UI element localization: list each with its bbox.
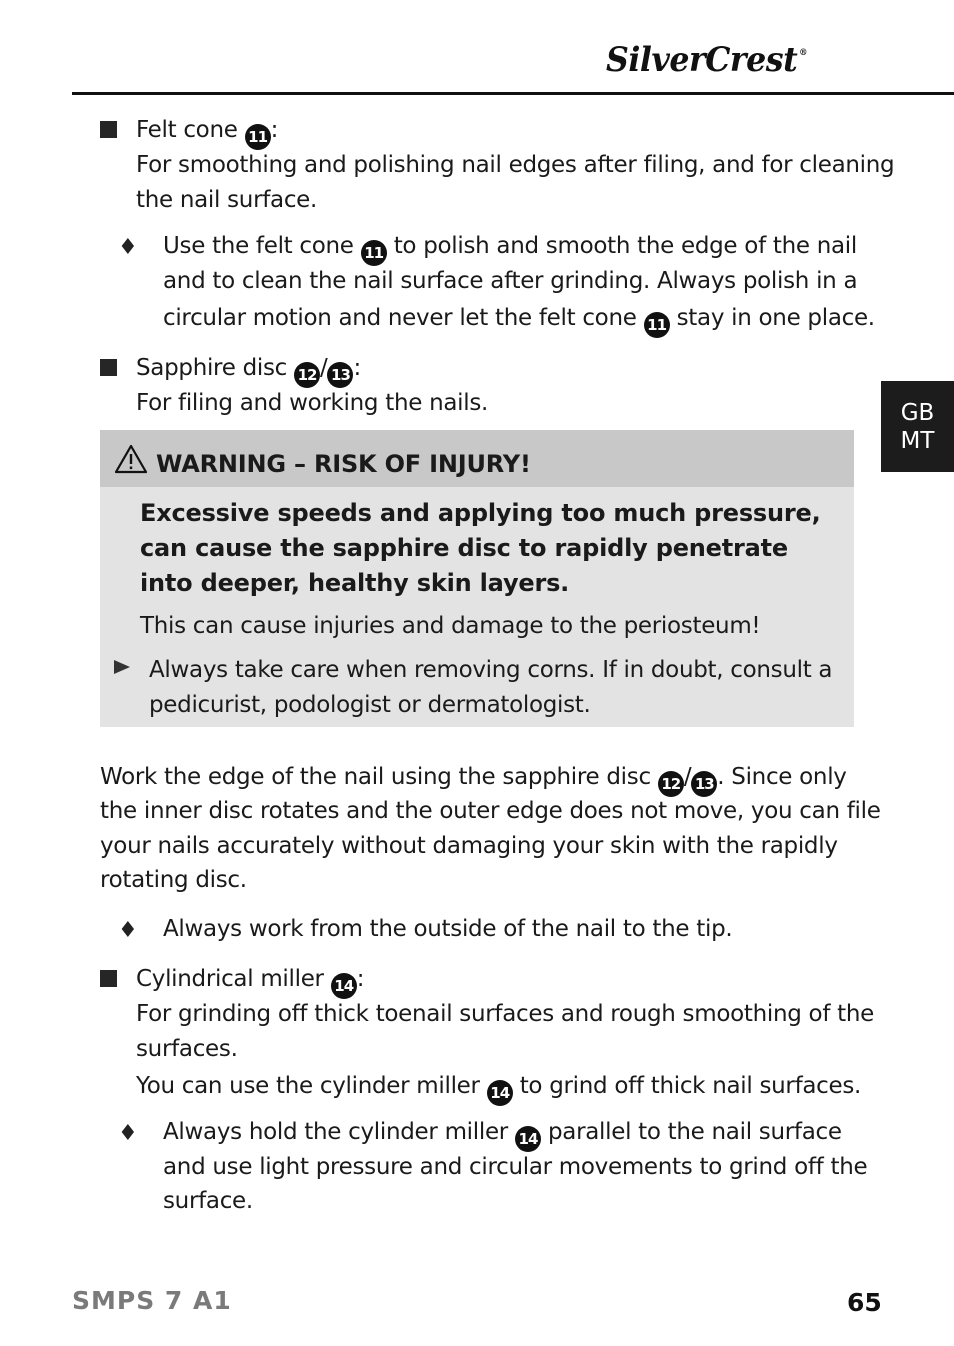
cylindrical-miller-tip-line: surface. <box>163 1188 253 1214</box>
body-paragraph-line: rotating disc. <box>100 867 247 893</box>
cylindrical-miller-use <box>136 1069 861 1106</box>
cylindrical-miller-heading <box>136 962 364 999</box>
language-tab <box>881 381 954 472</box>
square-bullet-icon <box>100 970 117 987</box>
square-bullet-icon <box>100 121 117 138</box>
text-run: circular motion and never let the felt cone <box>163 305 637 331</box>
header-rule <box>72 92 954 95</box>
warning-title: WARNING – RISK OF INJURY! <box>156 450 531 478</box>
text-run: You can use the cylinder miller <box>136 1073 480 1099</box>
warning-action-line: pedicurist, podologist or dermatologist. <box>149 692 591 718</box>
part-number-badge: 14 <box>487 1080 513 1106</box>
warning-statement-line: can cause the sapphire disc to rapidly penetrate <box>140 534 789 562</box>
sapphire-disc-label: Sapphire disc <box>136 355 287 381</box>
arrow-bullet-icon <box>114 660 130 674</box>
part-number-badge: 14 <box>331 973 357 999</box>
part-number-badge: 12 <box>658 771 684 797</box>
cylindrical-miller-tip-line: and use light pressure and circular movements to grind off the <box>163 1154 868 1180</box>
registered-mark: ® <box>799 48 808 58</box>
text-run: Always hold the cylinder miller <box>163 1119 508 1145</box>
warning-action-line: Always take care when removing corns. If in doubt, consult a <box>149 657 833 683</box>
brand-logo <box>606 40 807 80</box>
warning-statement <box>140 496 840 601</box>
sapphire-disc-heading <box>136 351 361 388</box>
warning-statement-line: Excessive speeds and applying too much pressure, <box>140 499 821 527</box>
felt-cone-heading <box>136 113 278 150</box>
diamond-bullet-icon: ♦ <box>118 1121 138 1146</box>
colon: : <box>270 117 279 143</box>
text-run: . Since only <box>717 764 847 790</box>
felt-cone-desc-line: For smoothing and polishing nail edges after filing, and for cleaning <box>136 152 895 178</box>
part-number-badge: 14 <box>515 1126 541 1152</box>
page-number: 65 <box>847 1288 882 1317</box>
warning-note: This can cause injuries and damage to the periosteum! <box>140 613 761 639</box>
colon: : <box>356 966 365 992</box>
part-number-badge: 13 <box>327 362 353 388</box>
part-number-badge: 11 <box>361 240 387 266</box>
diamond-bullet-icon: ♦ <box>118 235 138 260</box>
felt-cone-label: Felt cone <box>136 117 238 143</box>
body-paragraph-line: the inner disc rotates and the outer edge does not move, you can file <box>100 798 881 824</box>
brand-name: SilverCrest <box>606 40 798 80</box>
cylindrical-miller-tip-line <box>163 1115 842 1152</box>
warning-triangle-icon <box>114 444 148 474</box>
diamond-bullet-icon: ♦ <box>118 918 138 943</box>
cylindrical-miller-desc-line: For grinding off thick toenail surfaces and rough smoothing of the <box>136 1001 874 1027</box>
square-bullet-icon <box>100 359 117 376</box>
slash: / <box>320 355 328 381</box>
sapphire-disc-desc: For filing and working the nails. <box>136 390 489 416</box>
text-run: to grind off thick nail surfaces. <box>519 1073 862 1099</box>
language-code-gb: GB <box>900 399 935 426</box>
part-number-badge: 11 <box>245 124 271 150</box>
felt-cone-desc-line: the nail surface. <box>136 187 318 213</box>
part-number-badge: 12 <box>294 362 320 388</box>
felt-cone-tip-line <box>163 229 857 266</box>
part-number-badge: 11 <box>644 312 670 338</box>
text-run: Work the edge of the nail using the sapphire disc <box>100 764 651 790</box>
model-number: SMPS 7 A1 <box>72 1286 232 1315</box>
text-run: stay in one place. <box>676 305 875 331</box>
paragraph-tip: Always work from the outside of the nail to the tip. <box>163 916 733 942</box>
text-run: parallel to the nail surface <box>548 1119 842 1145</box>
body-paragraph-line: your nails accurately without damaging your skin with the rapidly <box>100 833 838 859</box>
language-code-mt: MT <box>900 427 935 454</box>
warning-statement-line: into deeper, healthy skin layers. <box>140 569 570 597</box>
part-number-badge: 13 <box>691 771 717 797</box>
felt-cone-tip-line: and to clean the nail surface after grinding. Always polish in a <box>163 268 858 294</box>
colon: : <box>353 355 361 381</box>
cylindrical-miller-label: Cylindrical miller <box>136 966 324 992</box>
felt-cone-tip-line <box>163 301 875 338</box>
slash: / <box>683 764 692 790</box>
body-paragraph-line <box>100 760 847 797</box>
cylindrical-miller-desc-line: surfaces. <box>136 1036 238 1062</box>
text-run: Use the felt cone <box>163 233 354 259</box>
text-run: to polish and smooth the edge of the nail <box>393 233 857 259</box>
